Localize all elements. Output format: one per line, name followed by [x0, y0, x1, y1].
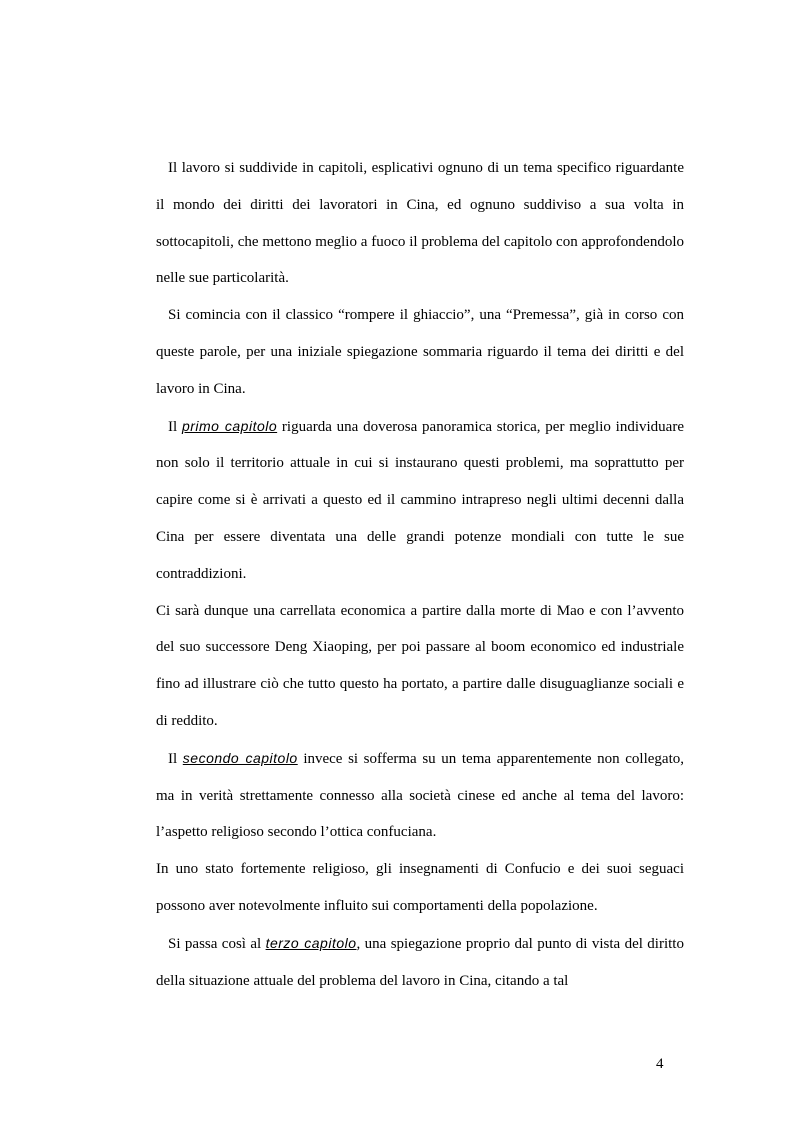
chapter-ref-secondo: secondo capitolo — [182, 749, 298, 766]
paragraph-text-post: invece si sofferma su un tema apparentemente non collegato, ma in verità strettamente connesso alla società cinese ed anche al tema del lavoro: l’aspetto religioso secondo l’ottica confuciana. — [156, 750, 685, 841]
paragraph-carrellata: Ci sarà dunque una carrellata economica a partire dalla morte di Mao e con l’avvento del suo successore Deng Xiaoping, per poi passare al boom economico ed industriale fino ad illustrare ciò che tutto questo ha portato, a partire dalle disuguaglianze sociali e di reddito. — [156, 602, 684, 729]
chapter-ref-primo: primo capitolo — [181, 417, 278, 434]
paragraph-text-pre: Si passa così al — [168, 935, 266, 952]
page-number: 4 — [656, 1056, 664, 1072]
paragraph-terzo-capitolo — [156, 925, 684, 1000]
document-body — [156, 150, 684, 999]
paragraph-confucio: In uno stato fortemente religioso, gli insegnamenti di Confucio e dei suoi seguaci possono aver notevolmente influito sui comportamenti della popolazione. — [156, 861, 684, 914]
chapter-ref-terzo: terzo capitolo — [265, 934, 357, 951]
paragraph-primo-capitolo — [156, 408, 684, 593]
paragraph-text-pre: Il — [168, 418, 182, 435]
paragraph-premessa: Si comincia con il classico “rompere il ghiaccio”, una “Premessa”, già in corso con queste parole, per una iniziale spiegazione sommaria riguardo il tema dei diritti e del lavoro in Cina. — [156, 307, 684, 397]
paragraph-intro: Il lavoro si suddivide in capitoli, esplicativi ognuno di un tema specifico riguardante il mondo dei diritti dei lavoratori in Cina, ed ognuno suddiviso a sua volta in sottocapitoli, che mettono meglio a fuoco il problema del capitolo con approfondendolo nelle sue particolarità. — [156, 160, 684, 287]
paragraph-text-post: , una spiegazione proprio dal punto di vista del diritto della situazione attuale del problema del lavoro in Cina, citando a tal — [156, 935, 684, 989]
paragraph-secondo-capitolo — [156, 740, 684, 851]
paragraph-text-pre: Il — [168, 750, 183, 767]
paragraph-text-post: riguarda una doverosa panoramica storica, per meglio individuare non solo il territorio attuale in cui si instaurano questi problemi, ma soprattutto per capire come si è arrivati a questo ed il cammino intrapreso negli ultimi decenni dalla Cina per essere diventata una delle grandi potenze mondiali con tutte le sue contraddizioni. — [156, 418, 684, 582]
